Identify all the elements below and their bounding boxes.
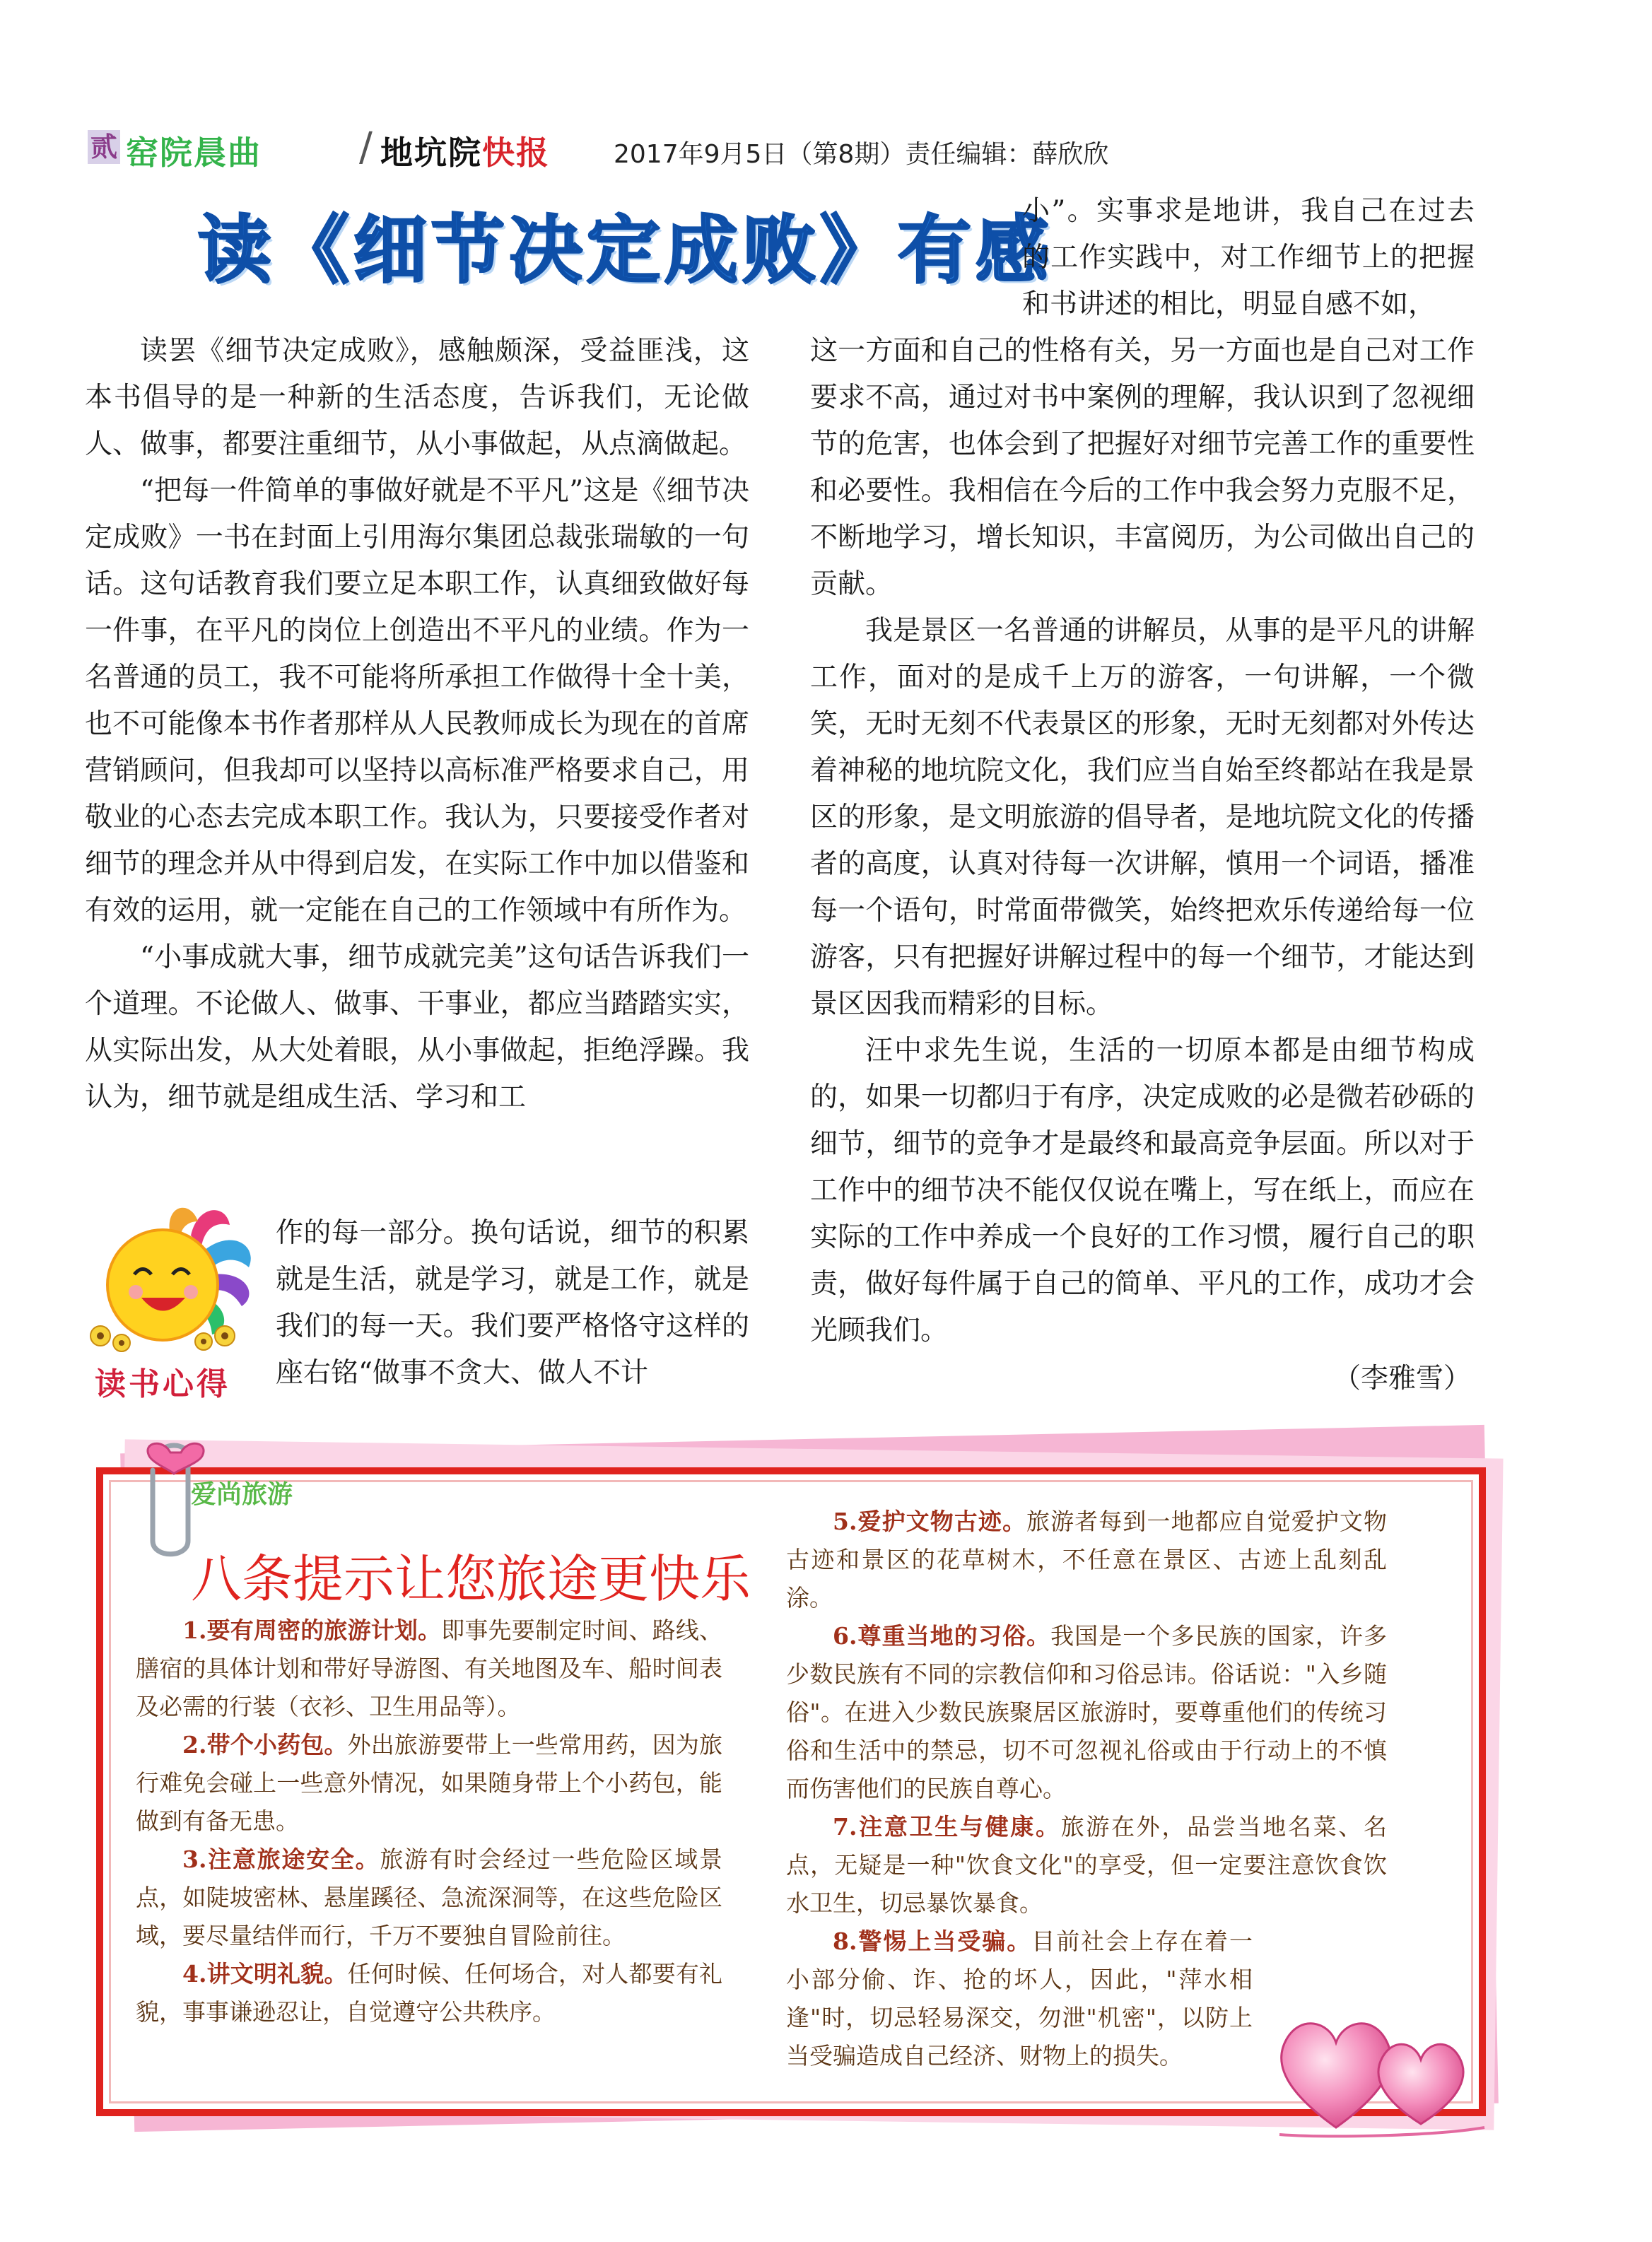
article-author: （李雅雪） [1332,1363,1471,1395]
travel-tip-body: 外出旅游要带上一些常用药，因为旅行难免会碰上一些意外情况，如果随身带上个小药包，能做到有备无患。 [136,1731,723,1835]
travel-tip [136,1841,722,1955]
travel-tip-heading: 2.带个小药包。 [182,1731,348,1759]
travel-tip-body: 即事先要制定时间、路线、膳宿的具体计划和带好导游图、有关地图及车、船时间表及必需的行装（衣衫、卫生用品等）。 [136,1616,723,1720]
travel-title: 八条提示让您旅途更快乐 [191,1549,751,1609]
article-paragraph: 读罢《细节决定成败》，感触颇深，受益匪浅，这本书倡导的是一种新的生活态度，告诉我们，无论做人、做事，都要注重细节，从小事做起，从点滴做起。 [85,335,749,460]
article-right-column [810,328,1475,1354]
article-paragraph: 汪中求先生说，生活的一切原本都是由细节构成的，如果一切都归于有序，决定成败的必是微若砂砾的细节，细节的竞争才是最终和最高竞争层面。所以对于工作中的细节决不能仅仅说在嘴上，写在纸上，而应在实际的工作中养成一个良好的工作习惯，履行自己的职责，做好每件属于自己的简单、平凡的工作，成功才会光顾我们。 [810,1035,1475,1346]
reading-notes-badge [85,1207,262,1402]
travel-tip-body: 任何时候、任何场合，对人都要有礼貌，事事谦逊忍让，自觉遵守公共秩序。 [136,1960,723,2026]
article-right-top-para: 小”。实事求是地讲，我自己在过去的工作实践中，对工作细节上的把握和书讲述的相比，明显自感不如， [1022,195,1475,320]
travel-section-label: 爱尚旅游 [191,1480,293,1509]
masthead-name-primary: 窑院晨曲 [126,134,262,172]
article-left-wrap-text [276,1210,749,1397]
masthead-name-secondary-a: 地坑院 [380,134,482,172]
travel-tip-body: 旅游有时会经过一些危险区域景点，如陡坡密林、悬崖蹊径、急流深洞等，在这些危险区域，要尽量结伴而行，千万不要独自冒险前往。 [136,1845,722,1949]
masthead-name-secondary [380,127,550,174]
travel-tip [136,1612,722,1726]
travel-tip [136,1955,722,2031]
masthead [88,124,1148,172]
reading-notes-label: 读书心得 [95,1366,230,1402]
article-right-top-text [1022,188,1475,328]
article-title: 读《细节决定成败》有感 [198,207,1054,293]
travel-tip-body: 我国是一个多民族的国家，许多少数民族有不同的宗教信仰和习俗忌讳。俗话说："入乡随俗"。在进入少数民族聚居区旅游时，要尊重他们的传统习俗和生活中的禁忌，切不可忽视礼俗或由于行动上的不慎而伤害他们的民族自尊心。 [786,1622,1388,1802]
travel-tip-heading: 7.注意卫生与健康。 [833,1813,1061,1841]
travel-tip-body: 目前社会上存在着一小部分偷、诈、抢的坏人，因此，"萍水相逢"时，切忌轻易深交，勿泄"机密"，以防上当受骗造成自己经济、财物上的损失。 [786,1927,1253,2070]
masthead-issue-glyph: 贰 [88,130,120,164]
travel-tip [786,1808,1387,1923]
travel-tip-body: 旅游者每到一地都应自觉爱护文物古迹和景区的花草树木，不任意在景区、古迹上乱刻乱涂。 [786,1508,1387,1612]
travel-tip-heading: 8.警惕上当受骗。 [833,1927,1032,1955]
masthead-slash: / [359,124,373,170]
travel-tip-heading: 5.爱护文物古迹。 [833,1508,1027,1535]
travel-tip [786,1617,1387,1808]
sun-face-icon [85,1207,262,1359]
travel-tip [786,1503,1387,1617]
travel-tips-left [136,1612,722,2031]
travel-tip-heading: 6.尊重当地的习俗。 [833,1622,1051,1650]
article-paragraph: “把每一件简单的事做好就是不平凡”这是《细节决定成败》一书在封面上引用海尔集团总裁张瑞敏的一句话。这句话教育我们要立足本职工作，认真细致做好每一件事，在平凡的岗位上创造出不平凡的业绩。作为一名普通的员工，我不可能将所承担工作做得十全十美，也不可能像本书作者那样从人民教师成长为现在的首席营销顾问，但我却可以坚持以高标准严格要求自己，用敬业的心态去完成本职工作。我认为，只要接受作者对细节的理念并从中得到启发，在实际工作中加以借鉴和有效的运用，就一定能在自己的工作领域中有所作为。 [85,475,749,927]
travel-tip [136,1726,722,1841]
travel-tip [786,1923,1253,2075]
travel-tip-heading: 3.注意旅途安全。 [182,1845,380,1873]
article-paragraph-continued: 作的每一部分。换句话说，细节的积累就是生活，就是学习，就是工作，就是我们的每一天。我们要严格恪守这样的座右铭“做事不贪大、做人不计 [276,1217,749,1389]
masthead-name-secondary-b: 快报 [482,134,550,172]
travel-tip-heading: 1.要有周密的旅游计划。 [182,1616,442,1644]
article-paragraph: 我是景区一名普通的讲解员，从事的是平凡的讲解工作，面对的是成千上万的游客，一句讲解，一个微笑，无时无刻不代表景区的形象，无时无刻都对外传达着神秘的地坑院文化，我们应当自始至终都站在我是景区的形象，是文明旅游的倡导者，是地坑院文化的传播者的高度，认真对待每一次讲解，慎用一个词语，播准每一个语句，时常面带微笑，始终把欢乐传递给每一位游客，只有把握好讲解过程中的每一个细节，才能达到景区因我而精彩的目标。 [810,615,1475,1020]
hearts-icon [1258,1986,1492,2142]
article-paragraph: “小事成就大事，细节成就完美”这句话告诉我们一个道理。不论做人、做事、干事业，都应当踏踏实实，从实际出发，从大处着眼，从小事做起，拒绝浮躁。我认为，细节就是组成生活、学习和工 [85,941,749,1113]
issue-info: 2017年9月5日（第8期）责任编辑：薛欣欣 [614,140,1109,169]
article-paragraph: 这一方面和自己的性格有关，另一方面也是自己对工作要求不高，通过对书中案例的理解，我认识到了忽视细节的危害，也体会到了把握好对细节完善工作的重要性和必要性。我相信在今后的工作中我会努力克服不足，不断地学习，增长知识，丰富阅历，为公司做出自己的贡献。 [810,335,1475,600]
article-left-column [85,328,749,1121]
travel-tip-body: 旅游在外，品尝当地名菜、名点，无疑是一种"饮食文化"的享受，但一定要注意饮食饮水卫生，切忌暴饮暴食。 [786,1813,1388,1917]
travel-tip-heading: 4.讲文明礼貌。 [182,1960,348,1988]
